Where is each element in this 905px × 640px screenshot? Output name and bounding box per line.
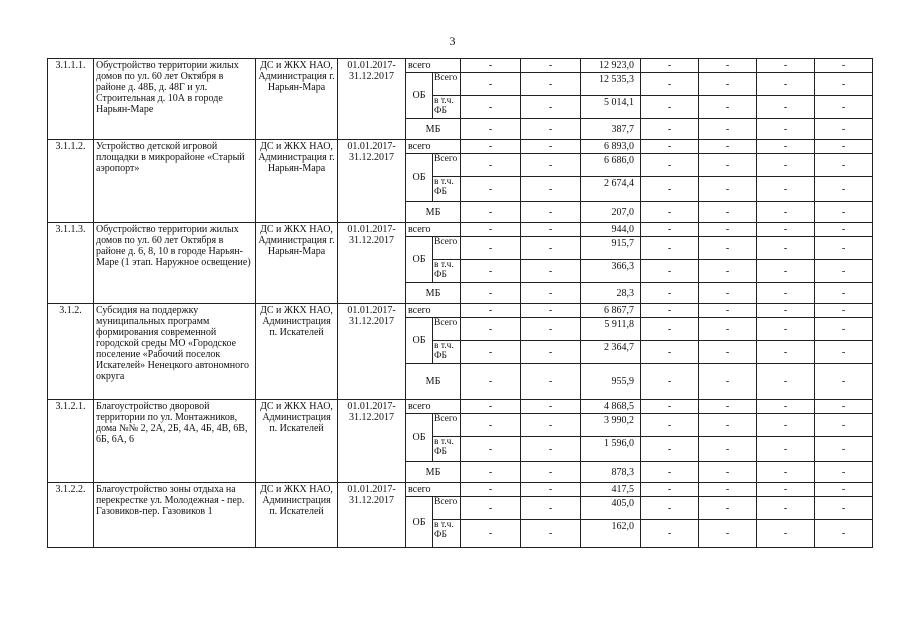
empty-cell: - — [757, 283, 815, 304]
label-incl-fb: в т.ч. ФБ — [433, 96, 461, 119]
empty-cell: - — [815, 283, 873, 304]
label-mb: МБ — [406, 283, 461, 304]
empty-cell: - — [815, 96, 873, 119]
item-code: 3.1.2.1. — [48, 400, 94, 483]
empty-cell: - — [461, 462, 521, 483]
empty-cell: - — [461, 154, 521, 177]
empty-cell: - — [699, 341, 757, 364]
label-total: всего — [406, 140, 461, 154]
value-ob-total: 6 686,0 — [581, 154, 641, 177]
empty-cell: - — [699, 119, 757, 140]
label-incl-fb: в т.ч. ФБ — [433, 437, 461, 462]
empty-cell: - — [699, 177, 757, 202]
empty-cell: - — [699, 59, 757, 73]
empty-cell: - — [521, 304, 581, 318]
empty-cell: - — [461, 364, 521, 400]
empty-cell: - — [521, 318, 581, 341]
period: 01.01.2017-31.12.2017 — [338, 223, 406, 304]
empty-cell: - — [641, 318, 699, 341]
empty-cell: - — [699, 140, 757, 154]
empty-cell: - — [757, 400, 815, 414]
empty-cell: - — [521, 73, 581, 96]
empty-cell: - — [461, 341, 521, 364]
empty-cell: - — [815, 119, 873, 140]
executor: ДС и ЖКХ НАО, Администрация п. Искателей — [256, 304, 338, 400]
empty-cell: - — [461, 497, 521, 520]
period: 01.01.2017-31.12.2017 — [338, 140, 406, 223]
item-code: 3.1.2. — [48, 304, 94, 400]
label-ob-total: Всего — [433, 73, 461, 96]
value-ob-total: 3 990,2 — [581, 414, 641, 437]
value-ob-total: 5 911,8 — [581, 318, 641, 341]
empty-cell: - — [757, 223, 815, 237]
table-row — [48, 400, 873, 414]
item-name: Субсидия на поддержку муниципальных программ формирования современной городской среды МО «Городское поселение «Рабочий поселок Искателей» Ненецкого автономного округа — [94, 304, 256, 400]
empty-cell: - — [461, 59, 521, 73]
empty-cell: - — [461, 400, 521, 414]
empty-cell: - — [461, 414, 521, 437]
empty-cell: - — [641, 260, 699, 283]
empty-cell: - — [757, 414, 815, 437]
empty-cell: - — [815, 400, 873, 414]
empty-cell: - — [757, 364, 815, 400]
empty-cell: - — [521, 260, 581, 283]
empty-cell: - — [757, 154, 815, 177]
value-total: 12 923,0 — [581, 59, 641, 73]
empty-cell: - — [815, 520, 873, 548]
empty-cell: - — [641, 140, 699, 154]
empty-cell: - — [521, 119, 581, 140]
empty-cell: - — [699, 400, 757, 414]
value-total: 4 868,5 — [581, 400, 641, 414]
empty-cell: - — [521, 154, 581, 177]
label-incl-fb: в т.ч. ФБ — [433, 260, 461, 283]
executor: ДС и ЖКХ НАО, Администрация г. Нарьян-Мара — [256, 59, 338, 140]
empty-cell: - — [641, 483, 699, 497]
empty-cell: - — [699, 283, 757, 304]
empty-cell: - — [641, 364, 699, 400]
empty-cell: - — [641, 462, 699, 483]
empty-cell: - — [699, 73, 757, 96]
empty-cell: - — [461, 73, 521, 96]
empty-cell: - — [461, 483, 521, 497]
label-ob-total: Всего — [433, 154, 461, 177]
empty-cell: - — [757, 497, 815, 520]
empty-cell: - — [699, 202, 757, 223]
empty-cell: - — [461, 260, 521, 283]
label-ob: ОБ — [406, 318, 433, 364]
empty-cell: - — [461, 237, 521, 260]
empty-cell: - — [757, 177, 815, 202]
period: 01.01.2017-31.12.2017 — [338, 59, 406, 140]
empty-cell: - — [641, 154, 699, 177]
value-fb: 162,0 — [581, 520, 641, 548]
item-code: 3.1.1.1. — [48, 59, 94, 140]
value-fb: 2 674,4 — [581, 177, 641, 202]
empty-cell: - — [815, 154, 873, 177]
budget-table — [47, 58, 873, 548]
empty-cell: - — [461, 202, 521, 223]
empty-cell: - — [641, 497, 699, 520]
empty-cell: - — [641, 237, 699, 260]
empty-cell: - — [815, 462, 873, 483]
label-ob: ОБ — [406, 237, 433, 283]
empty-cell: - — [521, 400, 581, 414]
empty-cell: - — [461, 304, 521, 318]
empty-cell: - — [521, 483, 581, 497]
executor: ДС и ЖКХ НАО, Администрация г. Нарьян-Мара — [256, 140, 338, 223]
empty-cell: - — [521, 59, 581, 73]
empty-cell: - — [699, 304, 757, 318]
empty-cell: - — [641, 202, 699, 223]
empty-cell: - — [757, 483, 815, 497]
empty-cell: - — [815, 237, 873, 260]
empty-cell: - — [641, 400, 699, 414]
empty-cell: - — [699, 260, 757, 283]
executor: ДС и ЖКХ НАО, Администрация п. Искателей — [256, 400, 338, 483]
label-ob-total: Всего — [433, 237, 461, 260]
empty-cell: - — [699, 154, 757, 177]
empty-cell: - — [757, 520, 815, 548]
empty-cell: - — [757, 59, 815, 73]
empty-cell: - — [521, 497, 581, 520]
empty-cell: - — [757, 318, 815, 341]
label-incl-fb: в т.ч. ФБ — [433, 341, 461, 364]
label-ob: ОБ — [406, 414, 433, 462]
empty-cell: - — [521, 437, 581, 462]
item-name: Благоустройство зоны отдыха на перекрестке ул. Молодежная - пер. Газовиков-пер. Газовиков 1 — [94, 483, 256, 548]
empty-cell: - — [757, 341, 815, 364]
empty-cell: - — [815, 177, 873, 202]
item-code: 3.1.1.2. — [48, 140, 94, 223]
label-mb: МБ — [406, 119, 461, 140]
table-row — [48, 59, 873, 73]
item-code: 3.1.2.2. — [48, 483, 94, 548]
empty-cell: - — [699, 437, 757, 462]
value-mb: 387,7 — [581, 119, 641, 140]
empty-cell: - — [757, 140, 815, 154]
empty-cell: - — [815, 59, 873, 73]
empty-cell: - — [757, 202, 815, 223]
item-name: Обустройство территории жилых домов по ул. 60 лет Октября в районе д. 6, 8, 10 в городе Нарьян-Маре (1 этап. Наружное освещение) — [94, 223, 256, 304]
empty-cell: - — [521, 341, 581, 364]
label-mb: МБ — [406, 462, 461, 483]
empty-cell: - — [641, 304, 699, 318]
period: 01.01.2017-31.12.2017 — [338, 304, 406, 400]
empty-cell: - — [461, 140, 521, 154]
value-fb: 5 014,1 — [581, 96, 641, 119]
empty-cell: - — [699, 318, 757, 341]
empty-cell: - — [521, 223, 581, 237]
label-total: всего — [406, 59, 461, 73]
empty-cell: - — [815, 414, 873, 437]
value-mb: 207,0 — [581, 202, 641, 223]
value-mb: 955,9 — [581, 364, 641, 400]
empty-cell: - — [521, 283, 581, 304]
label-ob-total: Всего — [433, 318, 461, 341]
item-name: Устройство детской игровой площадки в микрорайоне «Старый аэропорт» — [94, 140, 256, 223]
value-total: 417,5 — [581, 483, 641, 497]
empty-cell: - — [641, 283, 699, 304]
empty-cell: - — [815, 73, 873, 96]
table-row — [48, 483, 873, 497]
value-mb: 878,3 — [581, 462, 641, 483]
empty-cell: - — [757, 437, 815, 462]
empty-cell: - — [461, 283, 521, 304]
empty-cell: - — [641, 96, 699, 119]
empty-cell: - — [641, 73, 699, 96]
empty-cell: - — [521, 462, 581, 483]
empty-cell: - — [757, 304, 815, 318]
empty-cell: - — [521, 96, 581, 119]
table-row — [48, 223, 873, 237]
item-name: Обустройство территории жилых домов по ул. 60 лет Октября в районе д. 48Б, д. 48Г и ул. Строительная д. 10А в городе Нарьян-Маре — [94, 59, 256, 140]
empty-cell: - — [641, 177, 699, 202]
empty-cell: - — [815, 341, 873, 364]
empty-cell: - — [641, 520, 699, 548]
empty-cell: - — [699, 520, 757, 548]
value-ob-total: 915,7 — [581, 237, 641, 260]
empty-cell: - — [757, 260, 815, 283]
empty-cell: - — [461, 223, 521, 237]
empty-cell: - — [757, 119, 815, 140]
empty-cell: - — [815, 304, 873, 318]
empty-cell: - — [521, 364, 581, 400]
value-total: 944,0 — [581, 223, 641, 237]
item-name: Благоустройство дворовой территории по ул. Монтажников, дома №№ 2, 2А, 2Б, 4А, 4Б, 4В, 6В, 6Б, 6А, 6 — [94, 400, 256, 483]
value-fb: 1 596,0 — [581, 437, 641, 462]
empty-cell: - — [521, 177, 581, 202]
label-mb: МБ — [406, 364, 461, 400]
empty-cell: - — [641, 341, 699, 364]
label-ob-total: Всего — [433, 497, 461, 520]
item-code: 3.1.1.3. — [48, 223, 94, 304]
value-ob-total: 405,0 — [581, 497, 641, 520]
table-row — [48, 140, 873, 154]
empty-cell: - — [699, 483, 757, 497]
page-number: 3 — [449, 34, 456, 48]
period: 01.01.2017-31.12.2017 — [338, 400, 406, 483]
empty-cell: - — [699, 364, 757, 400]
empty-cell: - — [521, 520, 581, 548]
empty-cell: - — [699, 497, 757, 520]
label-total: всего — [406, 483, 461, 497]
empty-cell: - — [641, 119, 699, 140]
empty-cell: - — [521, 414, 581, 437]
empty-cell: - — [521, 140, 581, 154]
value-fb: 2 364,7 — [581, 341, 641, 364]
empty-cell: - — [815, 364, 873, 400]
value-ob-total: 12 535,3 — [581, 73, 641, 96]
value-total: 6 893,0 — [581, 140, 641, 154]
empty-cell: - — [461, 520, 521, 548]
value-total: 6 867,7 — [581, 304, 641, 318]
label-incl-fb: в т.ч. ФБ — [433, 520, 461, 548]
label-ob: ОБ — [406, 497, 433, 548]
empty-cell: - — [641, 223, 699, 237]
value-mb: 28,3 — [581, 283, 641, 304]
empty-cell: - — [815, 202, 873, 223]
label-total: всего — [406, 223, 461, 237]
value-fb: 366,3 — [581, 260, 641, 283]
empty-cell: - — [699, 237, 757, 260]
empty-cell: - — [815, 497, 873, 520]
empty-cell: - — [461, 318, 521, 341]
label-ob: ОБ — [406, 154, 433, 202]
executor: ДС и ЖКХ НАО, Администрация г. Нарьян-Мара — [256, 223, 338, 304]
empty-cell: - — [757, 73, 815, 96]
empty-cell: - — [815, 260, 873, 283]
empty-cell: - — [521, 202, 581, 223]
empty-cell: - — [641, 437, 699, 462]
empty-cell: - — [461, 437, 521, 462]
empty-cell: - — [699, 96, 757, 119]
empty-cell: - — [641, 59, 699, 73]
empty-cell: - — [461, 177, 521, 202]
empty-cell: - — [815, 483, 873, 497]
empty-cell: - — [815, 223, 873, 237]
label-total: всего — [406, 400, 461, 414]
label-total: всего — [406, 304, 461, 318]
empty-cell: - — [815, 140, 873, 154]
label-ob: ОБ — [406, 73, 433, 119]
empty-cell: - — [815, 437, 873, 462]
empty-cell: - — [521, 237, 581, 260]
empty-cell: - — [757, 96, 815, 119]
empty-cell: - — [699, 462, 757, 483]
period: 01.01.2017-31.12.2017 — [338, 483, 406, 548]
executor: ДС и ЖКХ НАО, Администрация п. Искателей — [256, 483, 338, 548]
label-incl-fb: в т.ч. ФБ — [433, 177, 461, 202]
label-ob-total: Всего — [433, 414, 461, 437]
label-mb: МБ — [406, 202, 461, 223]
empty-cell: - — [815, 318, 873, 341]
empty-cell: - — [757, 237, 815, 260]
empty-cell: - — [461, 119, 521, 140]
empty-cell: - — [461, 96, 521, 119]
empty-cell: - — [641, 414, 699, 437]
empty-cell: - — [699, 414, 757, 437]
table-row — [48, 304, 873, 318]
empty-cell: - — [757, 462, 815, 483]
empty-cell: - — [699, 223, 757, 237]
